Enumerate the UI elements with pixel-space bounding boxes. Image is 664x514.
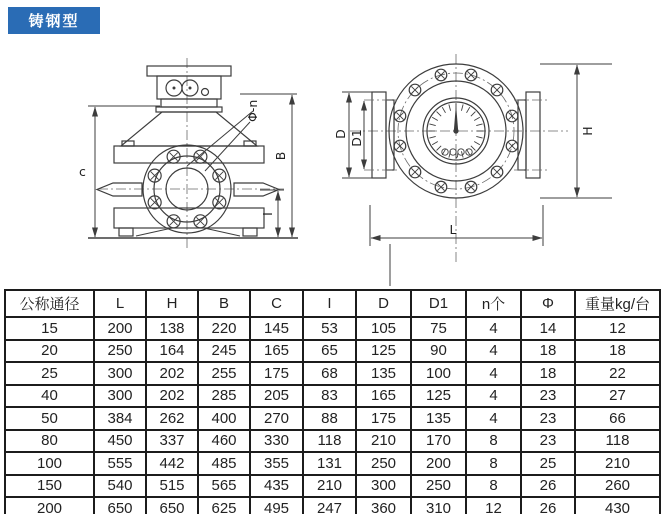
- table-cell: 131: [303, 452, 356, 475]
- table-cell: 40: [5, 385, 94, 408]
- table-cell: 100: [411, 362, 466, 385]
- table-cell: 300: [94, 385, 146, 408]
- dim-label-b: B: [273, 151, 288, 161]
- column-header: Φ: [521, 290, 575, 317]
- table-cell: 25: [5, 362, 94, 385]
- table-cell: 8: [466, 452, 521, 475]
- table-cell: 12: [466, 497, 521, 514]
- dim-label-h: H: [580, 126, 595, 136]
- column-header: 公称通径: [5, 290, 94, 317]
- table-cell: 15: [5, 317, 94, 340]
- table-cell: 250: [411, 475, 466, 498]
- table-cell: 330: [250, 430, 303, 453]
- table-cell: 50: [5, 407, 94, 430]
- odometer-digits: [442, 149, 472, 158]
- table-cell: 138: [146, 317, 198, 340]
- table-cell: 164: [146, 340, 198, 363]
- table-cell: 175: [356, 407, 411, 430]
- table-cell: 20: [5, 340, 94, 363]
- table-cell: 18: [521, 362, 575, 385]
- table-cell: 247: [303, 497, 356, 514]
- table-cell: 245: [198, 340, 250, 363]
- table-row: [5, 340, 660, 363]
- table-cell: 165: [250, 340, 303, 363]
- table-cell: 27: [575, 385, 660, 408]
- table-cell: 145: [250, 317, 303, 340]
- table-cell: 90: [411, 340, 466, 363]
- dim-label-d: D: [333, 129, 348, 139]
- table-row: [5, 430, 660, 453]
- neck-base: [156, 107, 222, 112]
- table-cell: 8: [466, 430, 521, 453]
- table-cell: 310: [411, 497, 466, 514]
- table-cell: 68: [303, 362, 356, 385]
- table-cell: 26: [521, 497, 575, 514]
- table-cell: 430: [575, 497, 660, 514]
- table-cell: 23: [521, 430, 575, 453]
- table-cell: 300: [94, 362, 146, 385]
- table-cell: 66: [575, 407, 660, 430]
- side-view-drawing: [333, 54, 612, 286]
- dial-hub: [453, 128, 458, 133]
- table-cell: 270: [250, 407, 303, 430]
- table-cell: 4: [466, 340, 521, 363]
- table-cell: 255: [198, 362, 250, 385]
- table-cell: 435: [250, 475, 303, 498]
- table-cell: 210: [575, 452, 660, 475]
- table-row: [5, 452, 660, 475]
- dial-needle: [454, 104, 458, 131]
- column-header: 重量kg/台: [575, 290, 660, 317]
- table-cell: 495: [250, 497, 303, 514]
- table-cell: 125: [411, 385, 466, 408]
- column-header: H: [146, 290, 198, 317]
- table-cell: 650: [146, 497, 198, 514]
- column-header: C: [250, 290, 303, 317]
- table-cell: 4: [466, 407, 521, 430]
- table-row: [5, 497, 660, 514]
- table-cell: 555: [94, 452, 146, 475]
- table-cell: 18: [521, 340, 575, 363]
- table-cell: 53: [303, 317, 356, 340]
- lower-body-band: [114, 208, 264, 228]
- table-row: [5, 362, 660, 385]
- table-row: [5, 385, 660, 408]
- table-cell: 75: [411, 317, 466, 340]
- column-header: n个: [466, 290, 521, 317]
- table-row: [5, 475, 660, 498]
- table-cell: 150: [5, 475, 94, 498]
- table-cell: 260: [575, 475, 660, 498]
- table-cell: 88: [303, 407, 356, 430]
- table-cell: 23: [521, 407, 575, 430]
- table-row: [5, 407, 660, 430]
- table-cell: 80: [5, 430, 94, 453]
- table-cell: 460: [198, 430, 250, 453]
- table-cell: 384: [94, 407, 146, 430]
- table-cell: 205: [250, 385, 303, 408]
- table-cell: 220: [198, 317, 250, 340]
- table-cell: 202: [146, 362, 198, 385]
- bolt-callout-label: Φ-n: [245, 99, 260, 122]
- table-cell: 200: [5, 497, 94, 514]
- register-cap: [147, 66, 231, 76]
- front-view-drawing: [79, 58, 298, 250]
- dim-label-i: I: [260, 212, 275, 216]
- spec-table: [4, 289, 661, 514]
- table-cell: 485: [198, 452, 250, 475]
- table-cell: 118: [303, 430, 356, 453]
- table-cell: 4: [466, 317, 521, 340]
- table-cell: 8: [466, 475, 521, 498]
- counter-knob: [202, 89, 209, 96]
- dome: [121, 112, 257, 146]
- dim-label-l: L: [449, 222, 457, 237]
- table-cell: 210: [303, 475, 356, 498]
- table-cell: 135: [356, 362, 411, 385]
- table-cell: 450: [94, 430, 146, 453]
- table-cell: 165: [356, 385, 411, 408]
- left-flange: [372, 92, 386, 178]
- column-header: D: [356, 290, 411, 317]
- table-cell: 442: [146, 452, 198, 475]
- table-cell: 4: [466, 385, 521, 408]
- table-cell: 18: [575, 340, 660, 363]
- right-foot: [243, 228, 257, 236]
- dim-label-c: c: [79, 164, 86, 179]
- table-cell: 22: [575, 362, 660, 385]
- odometer-comma: [456, 154, 457, 159]
- table-cell: 125: [356, 340, 411, 363]
- table-cell: 360: [356, 497, 411, 514]
- table-cell: 210: [356, 430, 411, 453]
- right-flange: [526, 92, 540, 178]
- column-header: B: [198, 290, 250, 317]
- table-cell: 202: [146, 385, 198, 408]
- table-cell: 200: [411, 452, 466, 475]
- table-cell: 355: [250, 452, 303, 475]
- table-cell: 175: [250, 362, 303, 385]
- type-badge: 铸钢型: [8, 7, 100, 34]
- table-cell: 625: [198, 497, 250, 514]
- table-cell: 23: [521, 385, 575, 408]
- header-row: [5, 290, 660, 317]
- table-cell: 14: [521, 317, 575, 340]
- table-cell: 337: [146, 430, 198, 453]
- table-row: [5, 317, 660, 340]
- table-cell: 262: [146, 407, 198, 430]
- table-cell: 4: [466, 362, 521, 385]
- column-header: D1: [411, 290, 466, 317]
- table-cell: 83: [303, 385, 356, 408]
- table-cell: 65: [303, 340, 356, 363]
- column-header: I: [303, 290, 356, 317]
- table-cell: 26: [521, 475, 575, 498]
- table-cell: 135: [411, 407, 466, 430]
- table-cell: 650: [94, 497, 146, 514]
- table-cell: 12: [575, 317, 660, 340]
- table-cell: 25: [521, 452, 575, 475]
- table-cell: 300: [356, 475, 411, 498]
- column-header: L: [94, 290, 146, 317]
- table-cell: 515: [146, 475, 198, 498]
- table-cell: 118: [575, 430, 660, 453]
- left-wing: [97, 183, 142, 196]
- left-foot: [119, 228, 133, 236]
- table-cell: 285: [198, 385, 250, 408]
- table-cell: 565: [198, 475, 250, 498]
- table-cell: 540: [94, 475, 146, 498]
- neck-step: [161, 99, 217, 107]
- table-cell: 105: [356, 317, 411, 340]
- table-cell: 170: [411, 430, 466, 453]
- dim-label-d1: D1: [349, 129, 364, 147]
- table-cell: 100: [5, 452, 94, 475]
- table-cell: 250: [94, 340, 146, 363]
- table-cell: 200: [94, 317, 146, 340]
- table-cell: 400: [198, 407, 250, 430]
- upper-body-band: [114, 146, 264, 163]
- table-cell: 250: [356, 452, 411, 475]
